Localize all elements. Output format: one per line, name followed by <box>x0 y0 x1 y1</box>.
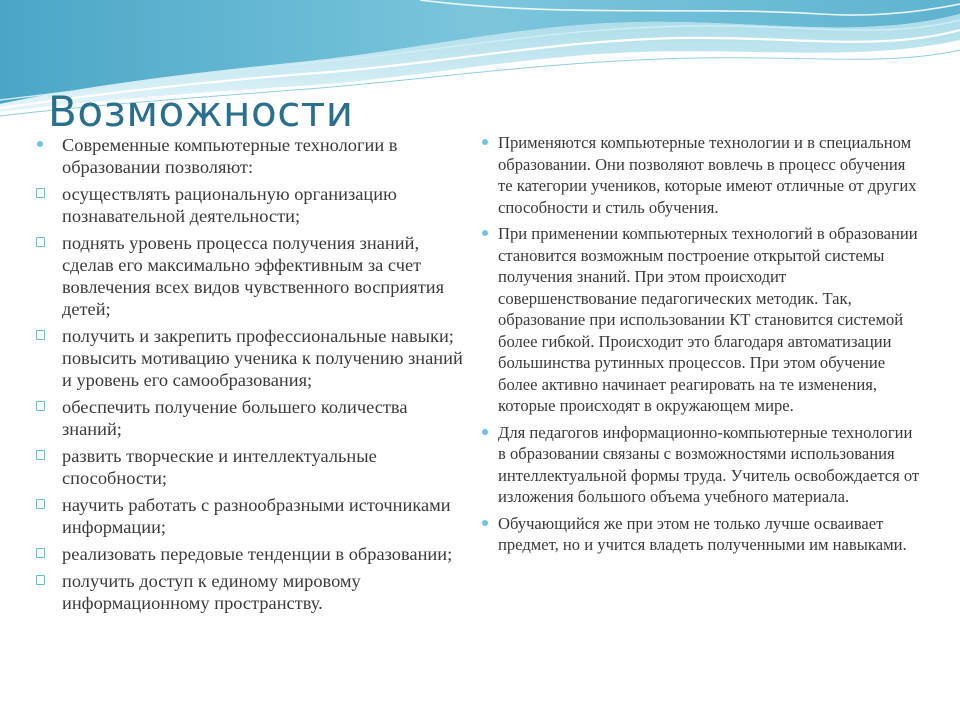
checkbox-icon <box>36 494 45 509</box>
list-item <box>36 396 468 440</box>
list-item <box>482 422 922 508</box>
list-item-text: обеспечить получение большего количества знаний; <box>62 397 408 439</box>
checkbox-icon <box>36 325 45 340</box>
list-item-text: научить работать с разнообразными источниками информации; <box>62 495 451 537</box>
dot-icon <box>36 134 43 147</box>
dot-icon <box>482 513 488 526</box>
checkbox-icon <box>36 570 45 585</box>
list-item-text: Современные компьютерные технологии в образовании позволяют: <box>62 135 398 177</box>
checkbox-icon <box>36 543 45 558</box>
list-item-text: осуществлять рациональную организацию познавательной деятельности; <box>62 184 397 226</box>
right-column-list <box>482 132 922 561</box>
dot-icon <box>482 422 488 435</box>
list-item <box>36 570 468 614</box>
list-item <box>36 445 468 489</box>
list-item <box>36 183 468 227</box>
list-item-text: Обучающийся же при этом не только лучше осваивает предмет, но и учится владеть полученными им навыками. <box>498 513 907 554</box>
list-item-text: Для педагогов информационно-компьютерные технологии в образовании связаны с возможностями использования интеллектуальной формы труда. Учитель освобождается от изложения большого объема учебного материала. <box>498 422 920 506</box>
list-item <box>36 494 468 538</box>
checkbox-icon <box>36 396 45 411</box>
list-item <box>36 232 468 320</box>
left-column-list <box>36 134 468 619</box>
dot-icon <box>482 223 488 236</box>
list-item-text: Применяются компьютерные технологии и в специальном образовании. Они позволяют вовлечь в процесс обучения те категории учеников, которые имеют отличные от других способности и стиль обучения. <box>498 133 917 217</box>
list-item <box>36 543 468 565</box>
list-item-text: поднять уровень процесса получения знаний, сделав его максимально эффективным за счет вовлечения всех видов чувственного восприятия детей; <box>62 233 445 319</box>
list-item-text: реализовать передовые тенденции в образовании; <box>62 544 453 564</box>
checkbox-icon <box>36 445 45 460</box>
list-item-text: При применении компьютерных технологий в образовании становится возможным построение открытой системы получения знаний. При этом происходит совершенствование педагогических методик. Так, образование при использовании КТ становится системой более гибкой. Происходит это благодаря автоматизации большинства рутинных процессов. При этом обучение более активно начинает реагировать на те изменения, которые происходят в окружающем мире. <box>498 224 918 415</box>
list-item <box>482 223 922 417</box>
dot-icon <box>482 132 488 145</box>
list-item-text: получить доступ к единому мировому информационному пространству. <box>62 571 361 613</box>
list-item <box>482 132 922 218</box>
checkbox-icon <box>36 232 45 247</box>
list-item <box>36 134 468 178</box>
checkbox-icon <box>36 183 45 198</box>
slide-title: Возможности <box>48 87 354 136</box>
list-item <box>36 325 468 391</box>
list-item-text: развить творческие и интеллектуальные способности; <box>62 446 377 488</box>
list-item-text: получить и закрепить профессиональные навыки; повысить мотивацию ученика к получению знаний и уровень его самообразования; <box>62 326 463 390</box>
list-item <box>482 513 922 556</box>
